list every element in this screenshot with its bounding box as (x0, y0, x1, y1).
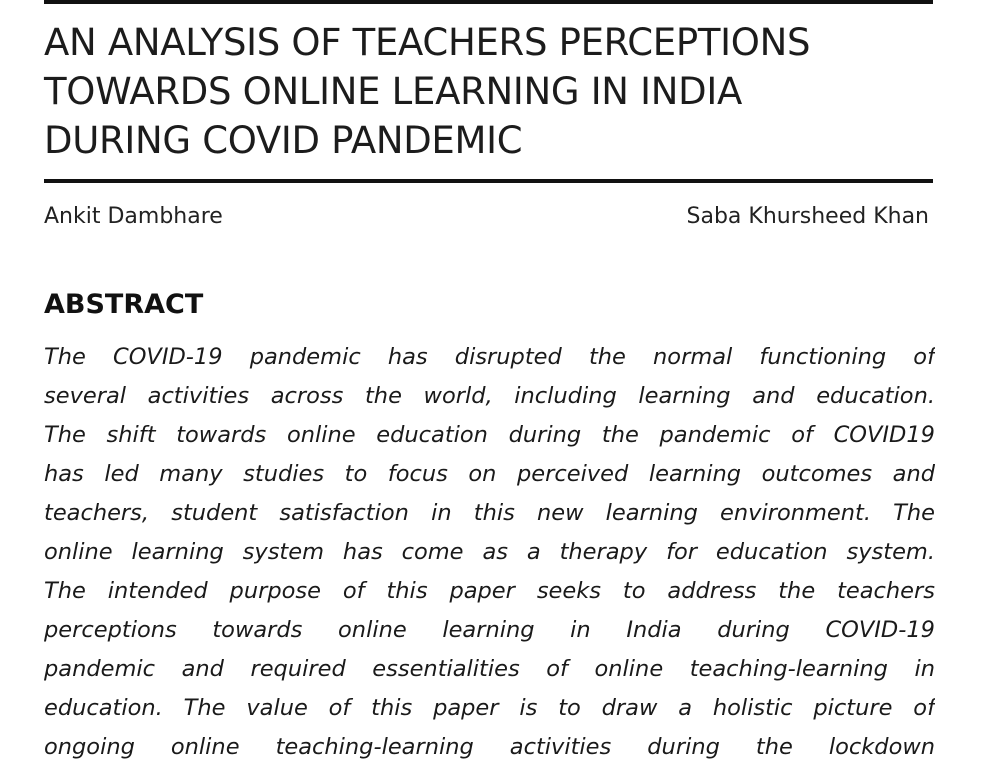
abstract-line: The intended purpose of this paper seeks to address the teachers (44, 578, 935, 604)
abstract-body (44, 338, 935, 767)
abstract-heading: ABSTRACT (44, 289, 204, 320)
title-line: TOWARDS ONLINE LEARNING IN INDIA (44, 70, 742, 113)
abstract-line: The shift towards online education during the pandemic of COVID19 (44, 422, 935, 448)
abstract-line: has led many studies to focus on perceived learning outcomes and (44, 461, 935, 487)
abstract-line: education. The value of this paper is to draw a holistic picture of (44, 695, 935, 721)
abstract-line: ongoing online teaching-learning activities during the lockdown (44, 734, 935, 760)
abstract-line: The COVID-19 pandemic has disrupted the normal functioning of (44, 344, 935, 370)
abstract-line: pandemic and required essentialities of online teaching-learning in (44, 656, 935, 682)
top-rule (44, 0, 933, 4)
abstract-line: several activities across the world, including learning and education. (44, 383, 935, 409)
author-name: Saba Khursheed Khan (686, 204, 929, 229)
abstract-line: perceptions towards online learning in India during COVID-19 (44, 617, 935, 643)
author-name: Ankit Dambhare (44, 204, 223, 229)
title-line: DURING COVID PANDEMIC (44, 119, 523, 162)
title-line: AN ANALYSIS OF TEACHERS PERCEPTIONS (44, 21, 811, 64)
abstract-line: teachers, student satisfaction in this new learning environment. The (44, 500, 935, 526)
paper-title (44, 18, 944, 165)
abstract-line: online learning system has come as a therapy for education system. (44, 539, 935, 565)
title-rule (44, 179, 933, 183)
